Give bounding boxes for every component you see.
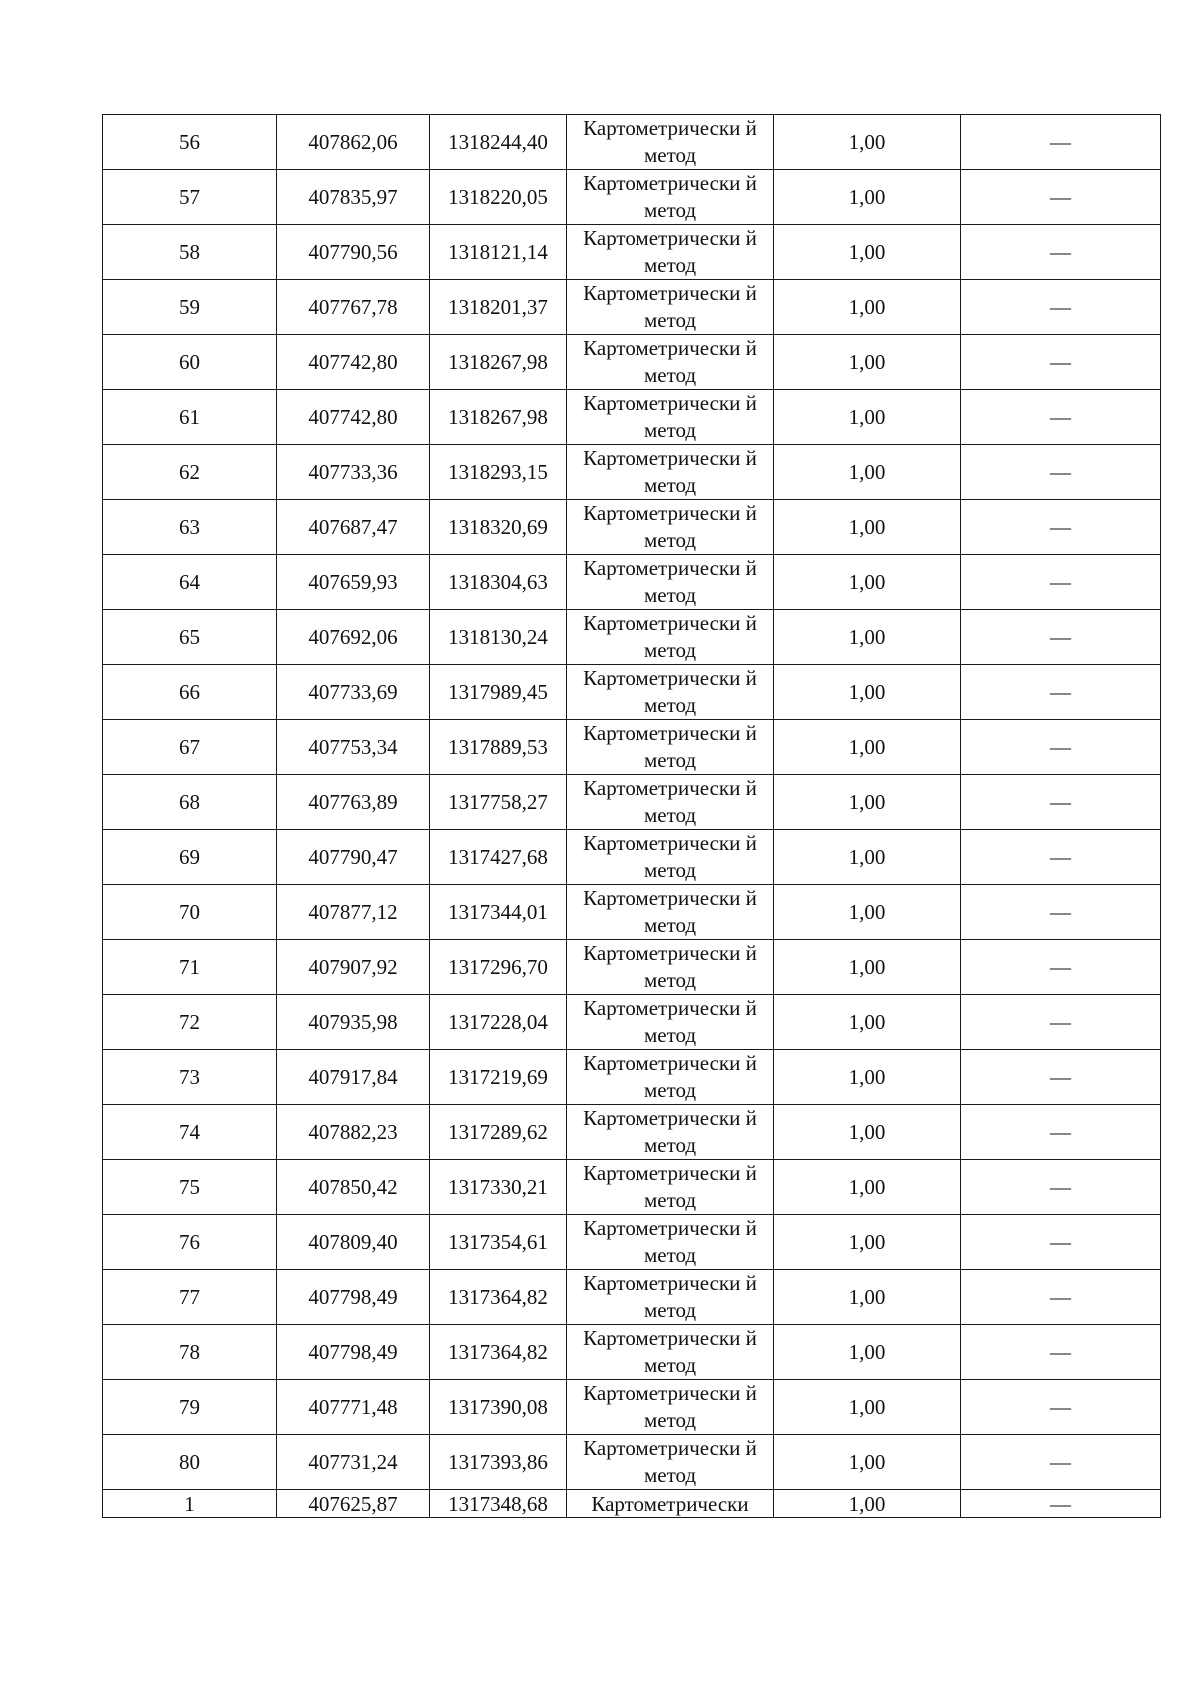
method-cell: Картометрически й метод bbox=[567, 170, 774, 225]
method-cell: Картометрически й метод bbox=[567, 500, 774, 555]
table-row bbox=[103, 555, 1161, 610]
x-coordinate-cell: 407917,84 bbox=[277, 1050, 430, 1105]
method-cell: Картометрически й метод bbox=[567, 225, 774, 280]
note-cell: — bbox=[961, 610, 1161, 665]
method-cell: Картометрически й метод bbox=[567, 1380, 774, 1435]
x-coordinate-cell: 407659,93 bbox=[277, 555, 430, 610]
note-cell: — bbox=[961, 500, 1161, 555]
table-row bbox=[103, 500, 1161, 555]
y-coordinate-cell: 1317364,82 bbox=[430, 1270, 567, 1325]
table-row bbox=[103, 885, 1161, 940]
y-coordinate-cell: 1317390,08 bbox=[430, 1380, 567, 1435]
y-coordinate-cell: 1317228,04 bbox=[430, 995, 567, 1050]
y-coordinate-cell: 1317889,53 bbox=[430, 720, 567, 775]
note-cell: — bbox=[961, 280, 1161, 335]
point-number-cell: 66 bbox=[103, 665, 277, 720]
y-coordinate-cell: 1317219,69 bbox=[430, 1050, 567, 1105]
method-cell: Картометрически й метод bbox=[567, 1215, 774, 1270]
table-row bbox=[103, 390, 1161, 445]
note-cell: — bbox=[961, 335, 1161, 390]
y-coordinate-cell: 1318130,24 bbox=[430, 610, 567, 665]
table-row bbox=[103, 610, 1161, 665]
note-cell: — bbox=[961, 1325, 1161, 1380]
point-number-cell: 79 bbox=[103, 1380, 277, 1435]
point-number-cell: 57 bbox=[103, 170, 277, 225]
point-number-cell: 62 bbox=[103, 445, 277, 500]
note-cell: — bbox=[961, 555, 1161, 610]
y-coordinate-cell: 1318220,05 bbox=[430, 170, 567, 225]
point-number-cell: 63 bbox=[103, 500, 277, 555]
method-cell: Картометрически й метод bbox=[567, 830, 774, 885]
table-row bbox=[103, 720, 1161, 775]
accuracy-cell: 1,00 bbox=[774, 830, 961, 885]
point-number-cell: 65 bbox=[103, 610, 277, 665]
method-cell: Картометрически й метод bbox=[567, 115, 774, 170]
accuracy-cell: 1,00 bbox=[774, 115, 961, 170]
note-cell: — bbox=[961, 225, 1161, 280]
x-coordinate-cell: 407742,80 bbox=[277, 335, 430, 390]
y-coordinate-cell: 1318267,98 bbox=[430, 390, 567, 445]
table-row bbox=[103, 1270, 1161, 1325]
note-cell: — bbox=[961, 1215, 1161, 1270]
point-number-cell: 59 bbox=[103, 280, 277, 335]
accuracy-cell: 1,00 bbox=[774, 775, 961, 830]
method-cell: Картометрически й метод bbox=[567, 1050, 774, 1105]
accuracy-cell: 1,00 bbox=[774, 390, 961, 445]
accuracy-cell: 1,00 bbox=[774, 1215, 961, 1270]
note-cell: — bbox=[961, 1160, 1161, 1215]
method-cell: Картометрически й метод bbox=[567, 555, 774, 610]
note-cell: — bbox=[961, 720, 1161, 775]
note-cell: — bbox=[961, 1435, 1161, 1490]
point-number-cell: 68 bbox=[103, 775, 277, 830]
accuracy-cell: 1,00 bbox=[774, 280, 961, 335]
method-cell: Картометрически й метод bbox=[567, 390, 774, 445]
x-coordinate-cell: 407935,98 bbox=[277, 995, 430, 1050]
note-cell: — bbox=[961, 445, 1161, 500]
point-number-cell: 71 bbox=[103, 940, 277, 995]
accuracy-cell: 1,00 bbox=[774, 1160, 961, 1215]
x-coordinate-cell: 407733,36 bbox=[277, 445, 430, 500]
x-coordinate-cell: 407771,48 bbox=[277, 1380, 430, 1435]
x-coordinate-cell: 407687,47 bbox=[277, 500, 430, 555]
y-coordinate-cell: 1318293,15 bbox=[430, 445, 567, 500]
table-row bbox=[103, 1325, 1161, 1380]
method-cell: Картометрически й метод bbox=[567, 445, 774, 500]
accuracy-cell: 1,00 bbox=[774, 940, 961, 995]
x-coordinate-cell: 407877,12 bbox=[277, 885, 430, 940]
x-coordinate-cell: 407767,78 bbox=[277, 280, 430, 335]
point-number-cell: 76 bbox=[103, 1215, 277, 1270]
accuracy-cell: 1,00 bbox=[774, 1105, 961, 1160]
note-cell: — bbox=[961, 775, 1161, 830]
method-cell: Картометрически й метод bbox=[567, 1105, 774, 1160]
x-coordinate-cell: 407835,97 bbox=[277, 170, 430, 225]
x-coordinate-cell: 407742,80 bbox=[277, 390, 430, 445]
point-number-cell: 58 bbox=[103, 225, 277, 280]
x-coordinate-cell: 407790,56 bbox=[277, 225, 430, 280]
note-cell: — bbox=[961, 940, 1161, 995]
accuracy-cell: 1,00 bbox=[774, 500, 961, 555]
y-coordinate-cell: 1317427,68 bbox=[430, 830, 567, 885]
method-cell: Картометрически й метод bbox=[567, 775, 774, 830]
table-row bbox=[103, 775, 1161, 830]
x-coordinate-cell: 407907,92 bbox=[277, 940, 430, 995]
accuracy-cell: 1,00 bbox=[774, 1380, 961, 1435]
table-row bbox=[103, 1160, 1161, 1215]
point-number-cell: 60 bbox=[103, 335, 277, 390]
y-coordinate-cell: 1318121,14 bbox=[430, 225, 567, 280]
accuracy-cell: 1,00 bbox=[774, 335, 961, 390]
y-coordinate-cell: 1317393,86 bbox=[430, 1435, 567, 1490]
accuracy-cell: 1,00 bbox=[774, 1050, 961, 1105]
x-coordinate-cell: 407731,24 bbox=[277, 1435, 430, 1490]
coordinates-table-body bbox=[103, 115, 1161, 1518]
point-number-cell: 74 bbox=[103, 1105, 277, 1160]
x-coordinate-cell: 407798,49 bbox=[277, 1270, 430, 1325]
method-cell: Картометрически й метод bbox=[567, 335, 774, 390]
table-row bbox=[103, 1215, 1161, 1270]
table-row bbox=[103, 170, 1161, 225]
point-number-cell: 64 bbox=[103, 555, 277, 610]
point-number-cell: 70 bbox=[103, 885, 277, 940]
x-coordinate-cell: 407692,06 bbox=[277, 610, 430, 665]
x-coordinate-cell: 407798,49 bbox=[277, 1325, 430, 1380]
accuracy-cell: 1,00 bbox=[774, 720, 961, 775]
point-number-cell: 1 bbox=[103, 1490, 277, 1518]
point-number-cell: 61 bbox=[103, 390, 277, 445]
accuracy-cell: 1,00 bbox=[774, 1435, 961, 1490]
method-cell: Картометрически й метод bbox=[567, 940, 774, 995]
note-cell: — bbox=[961, 170, 1161, 225]
method-cell: Картометрически й метод bbox=[567, 610, 774, 665]
y-coordinate-cell: 1318244,40 bbox=[430, 115, 567, 170]
method-cell: Картометрически й метод bbox=[567, 1270, 774, 1325]
note-cell: — bbox=[961, 1380, 1161, 1435]
y-coordinate-cell: 1318201,37 bbox=[430, 280, 567, 335]
x-coordinate-cell: 407850,42 bbox=[277, 1160, 430, 1215]
point-number-cell: 69 bbox=[103, 830, 277, 885]
x-coordinate-cell: 407753,34 bbox=[277, 720, 430, 775]
point-number-cell: 67 bbox=[103, 720, 277, 775]
method-cell: Картометрически й метод bbox=[567, 1435, 774, 1490]
point-number-cell: 80 bbox=[103, 1435, 277, 1490]
table-row bbox=[103, 1050, 1161, 1105]
accuracy-cell: 1,00 bbox=[774, 555, 961, 610]
y-coordinate-cell: 1317330,21 bbox=[430, 1160, 567, 1215]
method-cell: Картометрически й метод bbox=[567, 885, 774, 940]
accuracy-cell: 1,00 bbox=[774, 1325, 961, 1380]
accuracy-cell: 1,00 bbox=[774, 1490, 961, 1518]
table-row bbox=[103, 1490, 1161, 1518]
method-cell: Картометрически й метод bbox=[567, 995, 774, 1050]
accuracy-cell: 1,00 bbox=[774, 170, 961, 225]
table-row bbox=[103, 1105, 1161, 1160]
x-coordinate-cell: 407882,23 bbox=[277, 1105, 430, 1160]
table-row bbox=[103, 335, 1161, 390]
y-coordinate-cell: 1317348,68 bbox=[430, 1490, 567, 1518]
note-cell: — bbox=[961, 1490, 1161, 1518]
note-cell: — bbox=[961, 995, 1161, 1050]
accuracy-cell: 1,00 bbox=[774, 995, 961, 1050]
accuracy-cell: 1,00 bbox=[774, 445, 961, 500]
note-cell: — bbox=[961, 1105, 1161, 1160]
accuracy-cell: 1,00 bbox=[774, 665, 961, 720]
accuracy-cell: 1,00 bbox=[774, 885, 961, 940]
method-cell: Картометрически й метод bbox=[567, 720, 774, 775]
y-coordinate-cell: 1317989,45 bbox=[430, 665, 567, 720]
x-coordinate-cell: 407625,87 bbox=[277, 1490, 430, 1518]
point-number-cell: 72 bbox=[103, 995, 277, 1050]
table-row bbox=[103, 445, 1161, 500]
table-row bbox=[103, 225, 1161, 280]
note-cell: — bbox=[961, 390, 1161, 445]
note-cell: — bbox=[961, 1050, 1161, 1105]
y-coordinate-cell: 1317354,61 bbox=[430, 1215, 567, 1270]
table-row bbox=[103, 940, 1161, 995]
accuracy-cell: 1,00 bbox=[774, 610, 961, 665]
table-row bbox=[103, 1435, 1161, 1490]
x-coordinate-cell: 407763,89 bbox=[277, 775, 430, 830]
y-coordinate-cell: 1318267,98 bbox=[430, 335, 567, 390]
y-coordinate-cell: 1317296,70 bbox=[430, 940, 567, 995]
note-cell: — bbox=[961, 830, 1161, 885]
note-cell: — bbox=[961, 665, 1161, 720]
x-coordinate-cell: 407809,40 bbox=[277, 1215, 430, 1270]
y-coordinate-cell: 1317344,01 bbox=[430, 885, 567, 940]
note-cell: — bbox=[961, 1270, 1161, 1325]
x-coordinate-cell: 407733,69 bbox=[277, 665, 430, 720]
accuracy-cell: 1,00 bbox=[774, 1270, 961, 1325]
point-number-cell: 75 bbox=[103, 1160, 277, 1215]
y-coordinate-cell: 1317758,27 bbox=[430, 775, 567, 830]
table-row bbox=[103, 830, 1161, 885]
table-row bbox=[103, 1380, 1161, 1435]
y-coordinate-cell: 1318320,69 bbox=[430, 500, 567, 555]
method-cell: Картометрически bbox=[567, 1490, 774, 1518]
table-row bbox=[103, 665, 1161, 720]
table-row bbox=[103, 995, 1161, 1050]
method-cell: Картометрически й метод bbox=[567, 280, 774, 335]
note-cell: — bbox=[961, 115, 1161, 170]
y-coordinate-cell: 1318304,63 bbox=[430, 555, 567, 610]
point-number-cell: 78 bbox=[103, 1325, 277, 1380]
y-coordinate-cell: 1317364,82 bbox=[430, 1325, 567, 1380]
method-cell: Картометрически й метод bbox=[567, 1325, 774, 1380]
x-coordinate-cell: 407790,47 bbox=[277, 830, 430, 885]
point-number-cell: 56 bbox=[103, 115, 277, 170]
note-cell: — bbox=[961, 885, 1161, 940]
x-coordinate-cell: 407862,06 bbox=[277, 115, 430, 170]
method-cell: Картометрически й метод bbox=[567, 1160, 774, 1215]
coordinates-table bbox=[102, 114, 1161, 1518]
accuracy-cell: 1,00 bbox=[774, 225, 961, 280]
point-number-cell: 73 bbox=[103, 1050, 277, 1105]
table-row bbox=[103, 280, 1161, 335]
method-cell: Картометрически й метод bbox=[567, 665, 774, 720]
point-number-cell: 77 bbox=[103, 1270, 277, 1325]
y-coordinate-cell: 1317289,62 bbox=[430, 1105, 567, 1160]
table-row bbox=[103, 115, 1161, 170]
